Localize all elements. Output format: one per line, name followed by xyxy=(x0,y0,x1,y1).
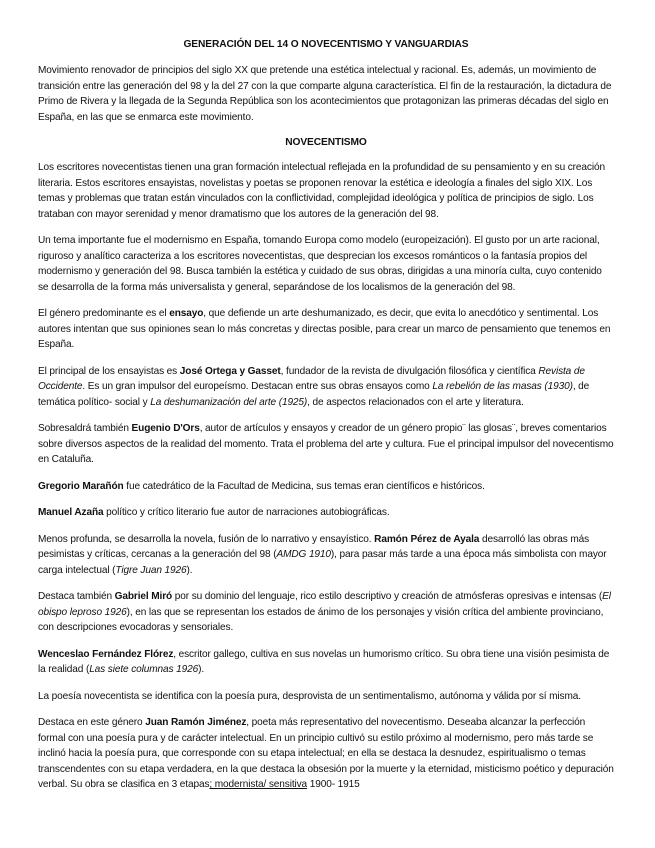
paragraph-juan-ramon: Destaca en este género Juan Ramón Jiménez, poeta más representativo del novecentismo. Deseaba alcanzar la perfección formal con una poesía pura y de carácter intelectual. En un principio cultivó su estilo próximo al modernismo, pero más tarde se inclinó hacia la poesía pura, que corresponde con su etapa intelectual; en ella se destaca la desnudez, espiritualismo o temas transcendentes con su etapa verdadera, en la que destaca la obsesión por la muerte y la eternidad, misticismo poético y depuración verbal. Su obra se clasifica en 3 etapas; modernista/ sensitiva 1900- 1915 xyxy=(38,717,614,790)
highlight-ensayo: ensayo xyxy=(169,308,204,319)
work-tigre-juan: Tigre Juan 1926 xyxy=(115,564,187,576)
paragraph-dors: Sobresaldrá también Eugenio D'Ors, autor de artículos y ensayos y creador de un género propio¨ las glosas¨, breves comentarios sobre diversos aspectos de la realidad del momento. Trata el problema del arte y cultura. Fue el principal impulsor del novecentismo en Cataluña. xyxy=(38,423,614,465)
work-revista-occidente: Revista de Occidente xyxy=(38,365,585,392)
work-deshumanizacion: La deshumanización del arte (1925) xyxy=(150,396,308,408)
paragraph-azana: Manuel Azaña político y crítico literario fue autor de narraciones autobiográficas. xyxy=(38,507,390,518)
author-miro: Gabriel Miró xyxy=(114,591,173,602)
stage-modernista: ; modernista/ sensitiva xyxy=(209,779,308,790)
author-azana: Manuel Azaña xyxy=(38,507,104,518)
section-heading-novecentismo: NOVECENTISMO xyxy=(285,137,367,148)
document-page xyxy=(38,38,614,801)
work-obispo-leproso: El obispo leproso 1926 xyxy=(38,591,611,618)
paragraph-ortega: El principal de los ensayistas es José Ortega y Gasset, fundador de la revista de divulgación filosófica y científica Revista de Occidente. Es un gran impulsor del europeísmo. Destacan entre sus obras ensayos como La rebelión de las masas (1930), de temática político- social y La deshumanización del arte (1925), de aspectos relacionados con el arte y literatura. xyxy=(38,365,590,408)
author-juan-ramon: Juan Ramón Jiménez xyxy=(145,717,247,728)
author-perez-ayala: Ramón Pérez de Ayala xyxy=(374,533,480,545)
work-siete-columnas: Las siete columnas 1926 xyxy=(89,664,199,675)
work-rebelion-masas: La rebelión de las masas (1930) xyxy=(432,381,573,392)
author-fernandez-florez: Wenceslao Fernández Flórez xyxy=(38,648,174,660)
document-title: GENERACIÓN DEL 14 O NOVECENTISMO Y VANGUARDIAS xyxy=(183,39,469,50)
work-amdg: AMDG 1910 xyxy=(276,549,331,560)
intro-paragraph: Movimiento renovador de principios del siglo XX que pretende una estética intelectual y racional. Es, además, un movimiento de transición entre las generación del 98 y la del 27 con la que comparte alguna característica. El fin de la restauración, la dictadura de Primo de Rivera y la llegada de la Segunda República son los acontecimientos que protagonizan las primeras décadas del siglo en España, en las que se enmarca este movimiento. xyxy=(38,65,612,123)
paragraph-fernandez-florez: Wenceslao Fernández Flórez, escritor gallego, cultiva en sus novelas un humorismo crítico. Su obra tiene una visión pesimista de la realidad (Las siete columnas 1926). xyxy=(38,648,610,675)
paragraph-modernismo: Un tema importante fue el modernismo en España, tomando Europa como modelo (europeización). El gusto por un arte racional, riguroso y analítico caracteriza a los escritores novecentistas, que desprecian los excesos románticos o la fantasía propios del modernismo y generación del 98. Busca también la estética y cuidado de sus obras, dirigidas a una minoría culta, cuyo contenido se desarrolla de la forma más universalista y general, separándose de los localismos de la generación del 98. xyxy=(38,235,602,293)
paragraph-poesia: La poesía novecentista se identifica con la poesía pura, desprovista de un sentimentalismo, autónoma y válida por sí misma. xyxy=(38,690,581,702)
author-dors: Eugenio D'Ors xyxy=(131,423,200,434)
paragraph-miro: Destaca también Gabriel Miró por su dominio del lenguaje, rico estilo descriptivo y creación de atmósferas opresivas e intensas (El obispo leproso 1926), en las que se representan los estados de ánimo de los personajes y visión crítica del ambiente provinciano, con descripciones evocadoras y sensoriales. xyxy=(38,591,611,633)
author-maranon: Gregorio Marañón xyxy=(38,480,124,492)
paragraph-perez-ayala: Menos profunda, se desarrolla la novela, fusión de lo narrativo y ensayístico. Ramón Pérez de Ayala desarrolló las obras más pesimistas y críticas, cercanas a la generación del 98 (AMDG 1910), para pasar más tarde a una época más simbolista con mayor carga intelectual (Tigre Juan 1926). xyxy=(38,533,607,576)
paragraph-ensayo: El género predominante es el ensayo, que defiende un arte deshumanizado, es decir, que evita lo anecdótico y sentimental. Los autores intentan que sus opiniones sean lo más concretas y directas posible, para crear un marco de pensamiento que tenemos en España. xyxy=(38,308,611,350)
author-ortega: José Ortega y Gasset xyxy=(179,365,281,377)
paragraph-maranon: Gregorio Marañón fue catedrático de la Facultad de Medicina, sus temas eran científicos e históricos. xyxy=(38,480,485,492)
paragraph-writers: Los escritores novecentistas tienen una gran formación intelectual reflejada en la profundidad de su pensamiento y en su creación literaria. Estos escritores ensayistas, novelistas y poetas se proponen renovar la estética e ideología a finales del siglo XIX. Los temas y problemas que tratan están vinculados con la conflictividad, complejidad ideológica y política de principios de siglo. Los trataban con mayor serenidad y menor dramatismo que los autores de la generación del 98. xyxy=(38,162,605,220)
